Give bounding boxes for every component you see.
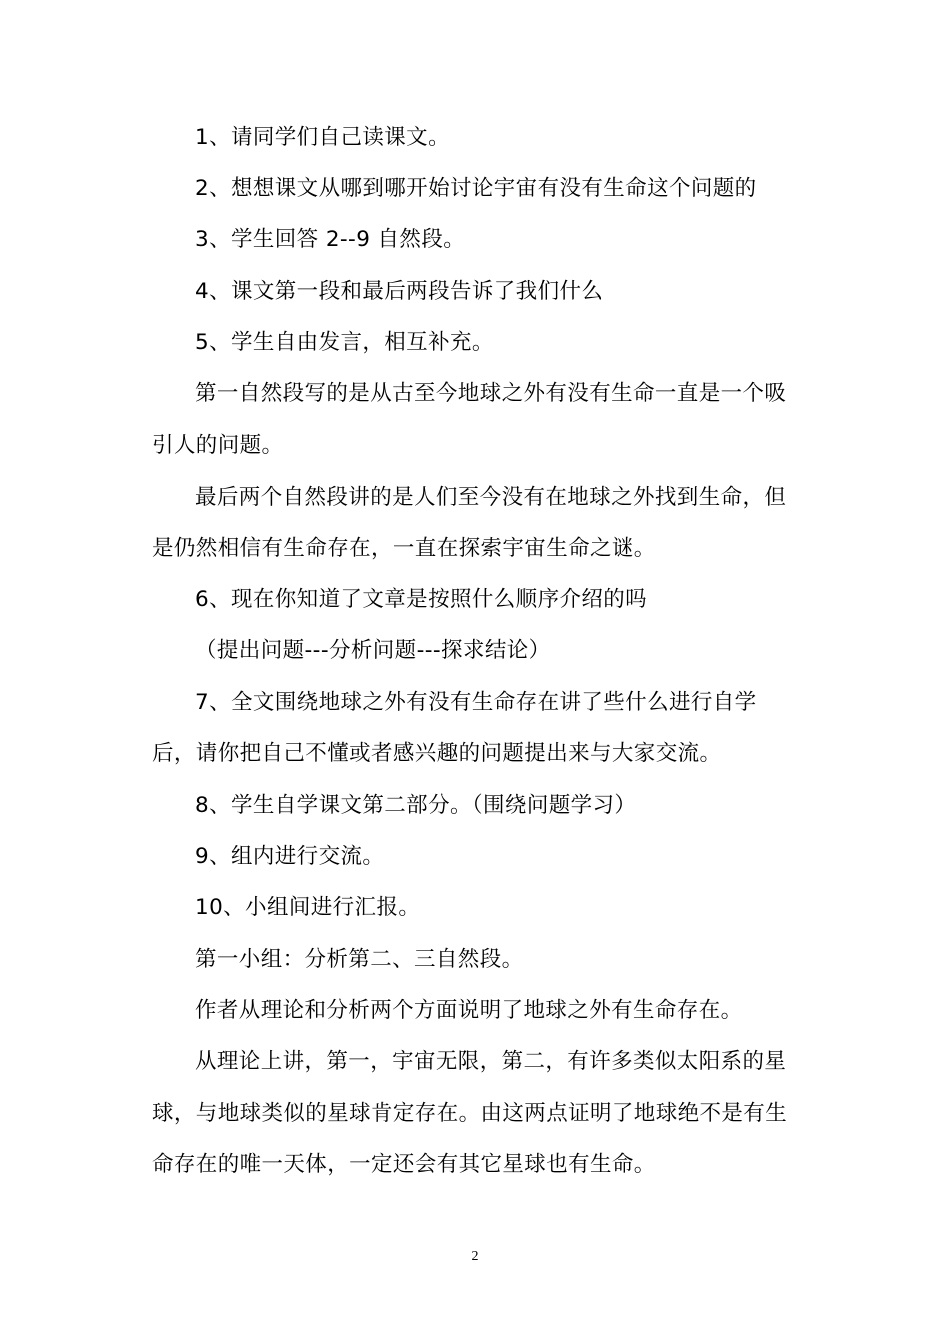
list-item-1: 1、请同学们自己读课文。 <box>195 125 450 150</box>
list-item-7: 7、全文围绕地球之外有没有生命存在讲了些什么进行自学 <box>195 690 757 715</box>
paragraph-line: 是仍然相信有生命存在，一直在探索宇宙生命之谜。 <box>152 536 656 561</box>
list-item-2: 2、想想课文从哪到哪开始讨论宇宙有没有生命这个问题的 <box>195 176 757 201</box>
paragraph-line: 最后两个自然段讲的是人们至今没有在地球之外找到生命，但 <box>195 485 787 510</box>
list-item-10: 10、小组间进行汇报。 <box>195 895 421 920</box>
paragraph-line: 球，与地球类似的星球肯定存在。由这两点证明了地球绝不是有生 <box>152 1101 788 1126</box>
paragraph-line: 从理论上讲，第一，宇宙无限，第二，有许多类似太阳系的星 <box>195 1049 787 1074</box>
paragraph-line: 作者从理论和分析两个方面说明了地球之外有生命存在。 <box>195 998 743 1023</box>
list-item-5: 5、学生自由发言，相互补充。 <box>195 330 494 355</box>
list-item-4: 4、课文第一段和最后两段告诉了我们什么 <box>195 279 604 304</box>
paragraph-line: 第一自然段写的是从古至今地球之外有没有生命一直是一个吸 <box>195 381 787 406</box>
parenthetical-note: （提出问题---分析问题---探求结论） <box>195 638 551 663</box>
list-item-9: 9、组内进行交流。 <box>195 844 385 869</box>
page-number: 2 <box>471 1249 479 1264</box>
list-item-6: 6、现在你知道了文章是按照什么顺序介绍的吗 <box>195 587 648 612</box>
paragraph-line: 后，请你把自己不懂或者感兴趣的问题提出来与大家交流。 <box>152 741 722 766</box>
list-item-3: 3、学生回答 2--9 自然段。 <box>195 227 466 252</box>
paragraph-line: 引人的问题。 <box>152 433 284 458</box>
paragraph-line: 第一小组：分析第二、三自然段。 <box>195 947 524 972</box>
paragraph-line: 命存在的唯一天体，一定还会有其它星球也有生命。 <box>152 1152 656 1177</box>
list-item-8: 8、学生自学课文第二部分。（围绕问题学习） <box>195 793 637 818</box>
